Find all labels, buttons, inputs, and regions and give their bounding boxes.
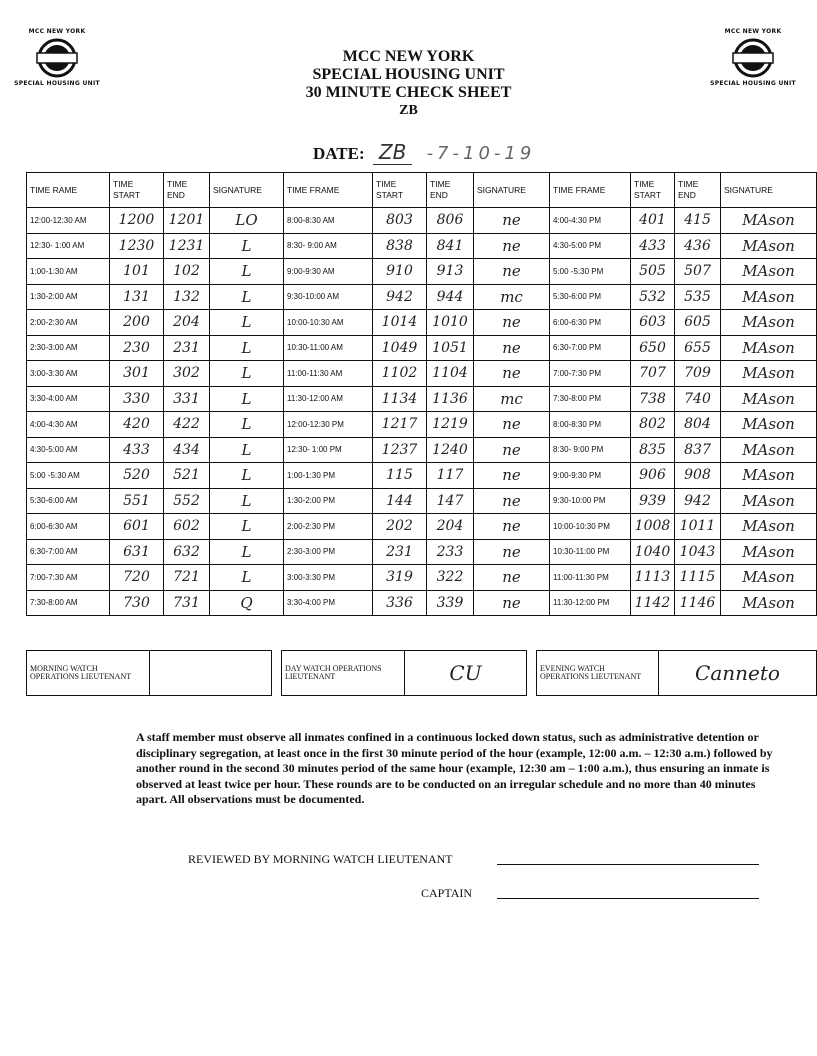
time-start-cell[interactable]: 1049	[373, 335, 427, 361]
table-row	[27, 514, 817, 540]
time-frame-cell: 10:00-10:30 PM	[550, 514, 631, 540]
time-frame-cell: 7:00-7:30 PM	[550, 361, 631, 387]
time-start-cell[interactable]: 738	[631, 386, 675, 412]
captain-review-label: CAPTAIN	[421, 886, 473, 900]
signature-cell[interactable]: ne	[474, 437, 550, 463]
time-frame-cell: 6:30-7:00 PM	[550, 335, 631, 361]
column-header: TIME FRAME	[550, 173, 631, 208]
column-header: TIME START	[373, 173, 427, 208]
signature-cell[interactable]: LO	[210, 208, 284, 234]
time-frame-cell: 7:00-7:30 AM	[27, 565, 110, 591]
signature-cell[interactable]: L	[210, 284, 284, 310]
time-end-cell[interactable]: 942	[675, 488, 721, 514]
time-start-cell[interactable]: 939	[631, 488, 675, 514]
column-header: TIME START	[631, 173, 675, 208]
signature-cell[interactable]: L	[210, 463, 284, 489]
signature-cell[interactable]: MAson	[721, 233, 817, 259]
column-header: TIME FRAME	[284, 173, 373, 208]
time-start-cell[interactable]: 1200	[110, 208, 164, 234]
header-line-3: 30 MINUTE CHECK SHEET	[305, 84, 512, 101]
column-header: TIME END	[164, 173, 210, 208]
lieutenant-review-label: REVIEWED BY MORNING WATCH LIEUTENANT	[188, 852, 453, 866]
time-start-cell[interactable]: 520	[110, 463, 164, 489]
time-start-cell[interactable]: 330	[110, 386, 164, 412]
time-start-cell[interactable]: 551	[110, 488, 164, 514]
time-start-cell[interactable]: 838	[373, 233, 427, 259]
sheet-header	[0, 48, 817, 120]
signature-cell[interactable]: ne	[474, 310, 550, 336]
table-row	[27, 361, 817, 387]
header-unit: ZB	[399, 103, 418, 118]
time-frame-cell: 2:00-2:30 AM	[27, 310, 110, 336]
table-row	[27, 386, 817, 412]
table-row	[27, 310, 817, 336]
header-line-2: SPECIAL HOUSING UNIT	[312, 66, 505, 83]
lieutenant-signature-line[interactable]	[497, 864, 759, 865]
time-end-cell[interactable]: 841	[427, 233, 474, 259]
time-end-cell[interactable]: 521	[164, 463, 210, 489]
signature-cell[interactable]: ne	[474, 565, 550, 591]
table-row	[27, 463, 817, 489]
table-row	[27, 335, 817, 361]
day-watch-label: DAY WATCH OPERATIONS LIEUTENANT	[282, 651, 405, 696]
time-start-cell[interactable]: 1142	[631, 590, 675, 616]
time-frame-cell: 6:00-6:30 AM	[27, 514, 110, 540]
time-frame-cell: 3:30-4:00 AM	[27, 386, 110, 412]
signature-cell[interactable]: mc	[474, 284, 550, 310]
signature-cell[interactable]: ne	[474, 208, 550, 234]
time-frame-cell: 7:30-8:00 AM	[27, 590, 110, 616]
time-frame-cell: 7:30-8:00 PM	[550, 386, 631, 412]
time-end-cell[interactable]: 322	[427, 565, 474, 591]
time-frame-cell: 6:30-7:00 AM	[27, 539, 110, 565]
signature-cell[interactable]: mc	[474, 386, 550, 412]
table-row	[27, 259, 817, 285]
time-start-cell[interactable]: 1102	[373, 361, 427, 387]
column-header: TIME END	[427, 173, 474, 208]
column-header: TIME START	[110, 173, 164, 208]
signature-cell[interactable]: ne	[474, 259, 550, 285]
time-end-cell[interactable]: 204	[164, 310, 210, 336]
signature-cell[interactable]: L	[210, 259, 284, 285]
column-header: SIGNATURE	[210, 173, 284, 208]
time-frame-cell: 1:30-2:00 AM	[27, 284, 110, 310]
time-start-cell[interactable]: 202	[373, 514, 427, 540]
time-frame-cell: 10:30-11:00 AM	[284, 335, 373, 361]
time-end-cell[interactable]: 944	[427, 284, 474, 310]
time-frame-cell: 2:30-3:00 AM	[27, 335, 110, 361]
time-frame-cell: 9:00-9:30 PM	[550, 463, 631, 489]
signature-cell[interactable]: L	[210, 361, 284, 387]
time-start-cell[interactable]: 631	[110, 539, 164, 565]
table-row	[27, 437, 817, 463]
day-watch-signature[interactable]: CU	[405, 651, 527, 696]
time-frame-cell: 8:30- 9:00 PM	[550, 437, 631, 463]
time-end-cell[interactable]: 602	[164, 514, 210, 540]
signature-cell[interactable]: L	[210, 412, 284, 438]
column-header: TIME END	[675, 173, 721, 208]
signature-cell[interactable]: L	[210, 310, 284, 336]
time-start-cell[interactable]: 1217	[373, 412, 427, 438]
date-unit-handwritten: ZB	[373, 140, 412, 165]
signature-cell[interactable]: L	[210, 335, 284, 361]
time-frame-cell: 4:00-4:30 AM	[27, 412, 110, 438]
time-end-cell[interactable]: 507	[675, 259, 721, 285]
time-frame-cell: 5:00 -5:30 AM	[27, 463, 110, 489]
signature-cell[interactable]: L	[210, 437, 284, 463]
time-start-cell[interactable]: 707	[631, 361, 675, 387]
date-field	[313, 140, 535, 164]
signature-cell[interactable]: MAson	[721, 310, 817, 336]
time-frame-cell: 8:00-8:30 AM	[284, 208, 373, 234]
time-end-cell[interactable]: 1051	[427, 335, 474, 361]
captain-signature-line[interactable]	[497, 898, 759, 899]
signature-cell[interactable]: L	[210, 539, 284, 565]
time-end-cell[interactable]: 1010	[427, 310, 474, 336]
signature-cell[interactable]: MAson	[721, 386, 817, 412]
time-start-cell[interactable]: 115	[373, 463, 427, 489]
time-start-cell[interactable]: 1113	[631, 565, 675, 591]
time-end-cell[interactable]: 1240	[427, 437, 474, 463]
time-frame-cell: 6:00-6:30 PM	[550, 310, 631, 336]
time-end-cell[interactable]: 913	[427, 259, 474, 285]
table-row	[27, 412, 817, 438]
time-start-cell[interactable]: 1014	[373, 310, 427, 336]
time-start-cell[interactable]: 200	[110, 310, 164, 336]
time-frame-cell: 3:00-3:30 AM	[27, 361, 110, 387]
signature-cell[interactable]: L	[210, 386, 284, 412]
time-end-cell[interactable]: 709	[675, 361, 721, 387]
time-end-cell[interactable]: 132	[164, 284, 210, 310]
signature-cell[interactable]: MAson	[721, 590, 817, 616]
time-frame-cell: 1:00-1:30 PM	[284, 463, 373, 489]
time-frame-cell: 11:00-11:30 PM	[550, 565, 631, 591]
time-frame-cell: 3:00-3:30 PM	[284, 565, 373, 591]
morning-watch-label: MORNING WATCH OPERATIONS LIEUTENANT	[27, 651, 150, 696]
column-header: TIME RAME	[27, 173, 110, 208]
signature-cell[interactable]: ne	[474, 590, 550, 616]
time-end-cell[interactable]: 837	[675, 437, 721, 463]
time-start-cell[interactable]: 1040	[631, 539, 675, 565]
time-end-cell[interactable]: 1201	[164, 208, 210, 234]
time-end-cell[interactable]: 804	[675, 412, 721, 438]
time-frame-cell: 1:00-1:30 AM	[27, 259, 110, 285]
time-frame-cell: 12:30- 1:00 PM	[284, 437, 373, 463]
time-start-cell[interactable]: 906	[631, 463, 675, 489]
time-end-cell[interactable]: 655	[675, 335, 721, 361]
signature-cell[interactable]: Q	[210, 590, 284, 616]
date-label: DATE:	[313, 144, 365, 163]
time-end-cell[interactable]: 1104	[427, 361, 474, 387]
table-row	[27, 284, 817, 310]
time-end-cell[interactable]: 740	[675, 386, 721, 412]
time-start-cell[interactable]: 231	[373, 539, 427, 565]
signature-cell[interactable]: MAson	[721, 208, 817, 234]
time-frame-cell: 4:30-5:00 PM	[550, 233, 631, 259]
signature-cell[interactable]: MAson	[721, 361, 817, 387]
time-start-cell[interactable]: 144	[373, 488, 427, 514]
signature-cell[interactable]: ne	[474, 463, 550, 489]
time-start-cell[interactable]: 803	[373, 208, 427, 234]
policy-notice: A staff member must observe all inmates confined in a continuous locked down status, such as administrative detention or disciplinary segregation, at least once in the first 30 minute period of the hour (example, 12:00 a.m. – 12:30 a.m.) followed by another round in the second 30 minutes period of the same hour (example, 12:30 am – 1:00 a.m.), thus ensuring an inmate is observed at least twice per hour. These rounds are to be conducted on an irregular schedule and no more than 40 minutes apart. All observations must be documented.	[136, 730, 773, 806]
time-frame-cell: 4:30-5:00 AM	[27, 437, 110, 463]
time-frame-cell: 8:00-8:30 PM	[550, 412, 631, 438]
time-frame-cell: 12:00-12:30 PM	[284, 412, 373, 438]
signature-cell[interactable]: ne	[474, 514, 550, 540]
time-start-cell[interactable]: 401	[631, 208, 675, 234]
time-frame-cell: 11:00-11:30 AM	[284, 361, 373, 387]
time-end-cell[interactable]: 233	[427, 539, 474, 565]
time-frame-cell: 4:00-4:30 PM	[550, 208, 631, 234]
table-row	[27, 590, 817, 616]
divider	[272, 651, 282, 696]
signature-cell[interactable]: L	[210, 565, 284, 591]
time-start-cell[interactable]: 1008	[631, 514, 675, 540]
time-start-cell[interactable]: 433	[110, 437, 164, 463]
signature-cell[interactable]: MAson	[721, 488, 817, 514]
time-start-cell[interactable]: 433	[631, 233, 675, 259]
time-end-cell[interactable]: 535	[675, 284, 721, 310]
time-frame-cell: 2:30-3:00 PM	[284, 539, 373, 565]
evening-watch-signature[interactable]: Canneto	[659, 651, 817, 696]
signature-cell[interactable]: ne	[474, 233, 550, 259]
time-frame-cell: 5:30-6:00 AM	[27, 488, 110, 514]
time-start-cell[interactable]: 1230	[110, 233, 164, 259]
time-start-cell[interactable]: 603	[631, 310, 675, 336]
time-end-cell[interactable]: 415	[675, 208, 721, 234]
divider	[527, 651, 537, 696]
table-row	[27, 488, 817, 514]
time-frame-cell: 1:30-2:00 PM	[284, 488, 373, 514]
column-header: SIGNATURE	[474, 173, 550, 208]
time-frame-cell: 12:00-12:30 AM	[27, 208, 110, 234]
time-end-cell[interactable]: 1231	[164, 233, 210, 259]
signature-cell[interactable]: MAson	[721, 412, 817, 438]
time-start-cell[interactable]: 802	[631, 412, 675, 438]
time-frame-cell: 9:30-10:00 AM	[284, 284, 373, 310]
time-end-cell[interactable]: 1136	[427, 386, 474, 412]
signature-cell[interactable]: ne	[474, 488, 550, 514]
logo-bottom-text: SPECIAL HOUSING UNIT	[710, 80, 796, 87]
time-end-cell[interactable]: 204	[427, 514, 474, 540]
time-end-cell[interactable]: 302	[164, 361, 210, 387]
table-row	[27, 208, 817, 234]
watch-signature-table	[26, 650, 817, 696]
table-row	[27, 233, 817, 259]
time-end-cell[interactable]: 605	[675, 310, 721, 336]
logo-top-text: MCC NEW YORK	[28, 28, 86, 35]
time-frame-cell: 9:00-9:30 AM	[284, 259, 373, 285]
signature-cell[interactable]: MAson	[721, 539, 817, 565]
time-start-cell[interactable]: 319	[373, 565, 427, 591]
signature-cell[interactable]: MAson	[721, 284, 817, 310]
morning-watch-signature[interactable]	[150, 651, 272, 696]
time-end-cell[interactable]: 231	[164, 335, 210, 361]
time-start-cell[interactable]: 505	[631, 259, 675, 285]
time-start-cell[interactable]: 601	[110, 514, 164, 540]
time-start-cell[interactable]: 420	[110, 412, 164, 438]
time-frame-cell: 11:30-12:00 PM	[550, 590, 631, 616]
time-end-cell[interactable]: 1011	[675, 514, 721, 540]
time-start-cell[interactable]: 1134	[373, 386, 427, 412]
time-frame-cell: 9:30-10:00 PM	[550, 488, 631, 514]
time-start-cell[interactable]: 835	[631, 437, 675, 463]
time-end-cell[interactable]: 436	[675, 233, 721, 259]
time-frame-cell: 8:30- 9:00 AM	[284, 233, 373, 259]
signature-cell[interactable]: ne	[474, 539, 550, 565]
time-end-cell[interactable]: 1115	[675, 565, 721, 591]
time-end-cell[interactable]: 908	[675, 463, 721, 489]
time-end-cell[interactable]: 632	[164, 539, 210, 565]
signature-cell[interactable]: ne	[474, 335, 550, 361]
time-frame-cell: 10:00-10:30 AM	[284, 310, 373, 336]
time-end-cell[interactable]: 721	[164, 565, 210, 591]
time-start-cell[interactable]: 720	[110, 565, 164, 591]
signature-cell[interactable]: MAson	[721, 259, 817, 285]
time-end-cell[interactable]: 339	[427, 590, 474, 616]
time-frame-cell: 11:30-12:00 AM	[284, 386, 373, 412]
time-frame-cell: 12:30- 1:00 AM	[27, 233, 110, 259]
signature-cell[interactable]: L	[210, 233, 284, 259]
table-header-row	[27, 173, 817, 208]
signature-cell[interactable]: ne	[474, 412, 550, 438]
column-header: SIGNATURE	[721, 173, 817, 208]
evening-watch-label: EVENING WATCH OPERATIONS LIEUTENANT	[537, 651, 659, 696]
time-start-cell[interactable]: 1237	[373, 437, 427, 463]
logo-bottom-text: SPECIAL HOUSING UNIT	[14, 80, 100, 87]
time-start-cell[interactable]: 650	[631, 335, 675, 361]
time-start-cell[interactable]: 301	[110, 361, 164, 387]
signature-cell[interactable]: MAson	[721, 335, 817, 361]
time-frame-cell: 5:00 -5:30 PM	[550, 259, 631, 285]
time-start-cell[interactable]: 101	[110, 259, 164, 285]
check-table	[26, 172, 817, 616]
time-end-cell[interactable]: 147	[427, 488, 474, 514]
time-end-cell[interactable]: 102	[164, 259, 210, 285]
time-end-cell[interactable]: 552	[164, 488, 210, 514]
table-row	[27, 539, 817, 565]
signature-cell[interactable]: L	[210, 488, 284, 514]
time-start-cell[interactable]: 730	[110, 590, 164, 616]
time-frame-cell: 2:00-2:30 PM	[284, 514, 373, 540]
signature-cell[interactable]: ne	[474, 361, 550, 387]
time-end-cell[interactable]: 1043	[675, 539, 721, 565]
header-line-1: MCC NEW YORK	[342, 48, 475, 65]
signature-cell[interactable]: MAson	[721, 437, 817, 463]
time-start-cell[interactable]: 942	[373, 284, 427, 310]
time-end-cell[interactable]: 806	[427, 208, 474, 234]
time-end-cell[interactable]: 1219	[427, 412, 474, 438]
time-start-cell[interactable]: 532	[631, 284, 675, 310]
signature-cell[interactable]: MAson	[721, 565, 817, 591]
time-frame-cell: 10:30-11:00 PM	[550, 539, 631, 565]
time-start-cell[interactable]: 230	[110, 335, 164, 361]
time-start-cell[interactable]: 131	[110, 284, 164, 310]
time-start-cell[interactable]: 336	[373, 590, 427, 616]
time-frame-cell: 5:30-6:00 PM	[550, 284, 631, 310]
time-start-cell[interactable]: 910	[373, 259, 427, 285]
table-body	[27, 208, 817, 616]
time-end-cell[interactable]: 331	[164, 386, 210, 412]
table-row	[27, 565, 817, 591]
time-end-cell[interactable]: 434	[164, 437, 210, 463]
time-frame-cell: 3:30-4:00 PM	[284, 590, 373, 616]
time-end-cell[interactable]: 117	[427, 463, 474, 489]
time-end-cell[interactable]: 1146	[675, 590, 721, 616]
signature-cell[interactable]: MAson	[721, 463, 817, 489]
logo-top-text: MCC NEW YORK	[724, 28, 782, 35]
time-end-cell[interactable]: 731	[164, 590, 210, 616]
signature-cell[interactable]: L	[210, 514, 284, 540]
date-value-handwritten: -7-10-19	[426, 143, 536, 164]
time-end-cell[interactable]: 422	[164, 412, 210, 438]
signature-cell[interactable]: MAson	[721, 514, 817, 540]
